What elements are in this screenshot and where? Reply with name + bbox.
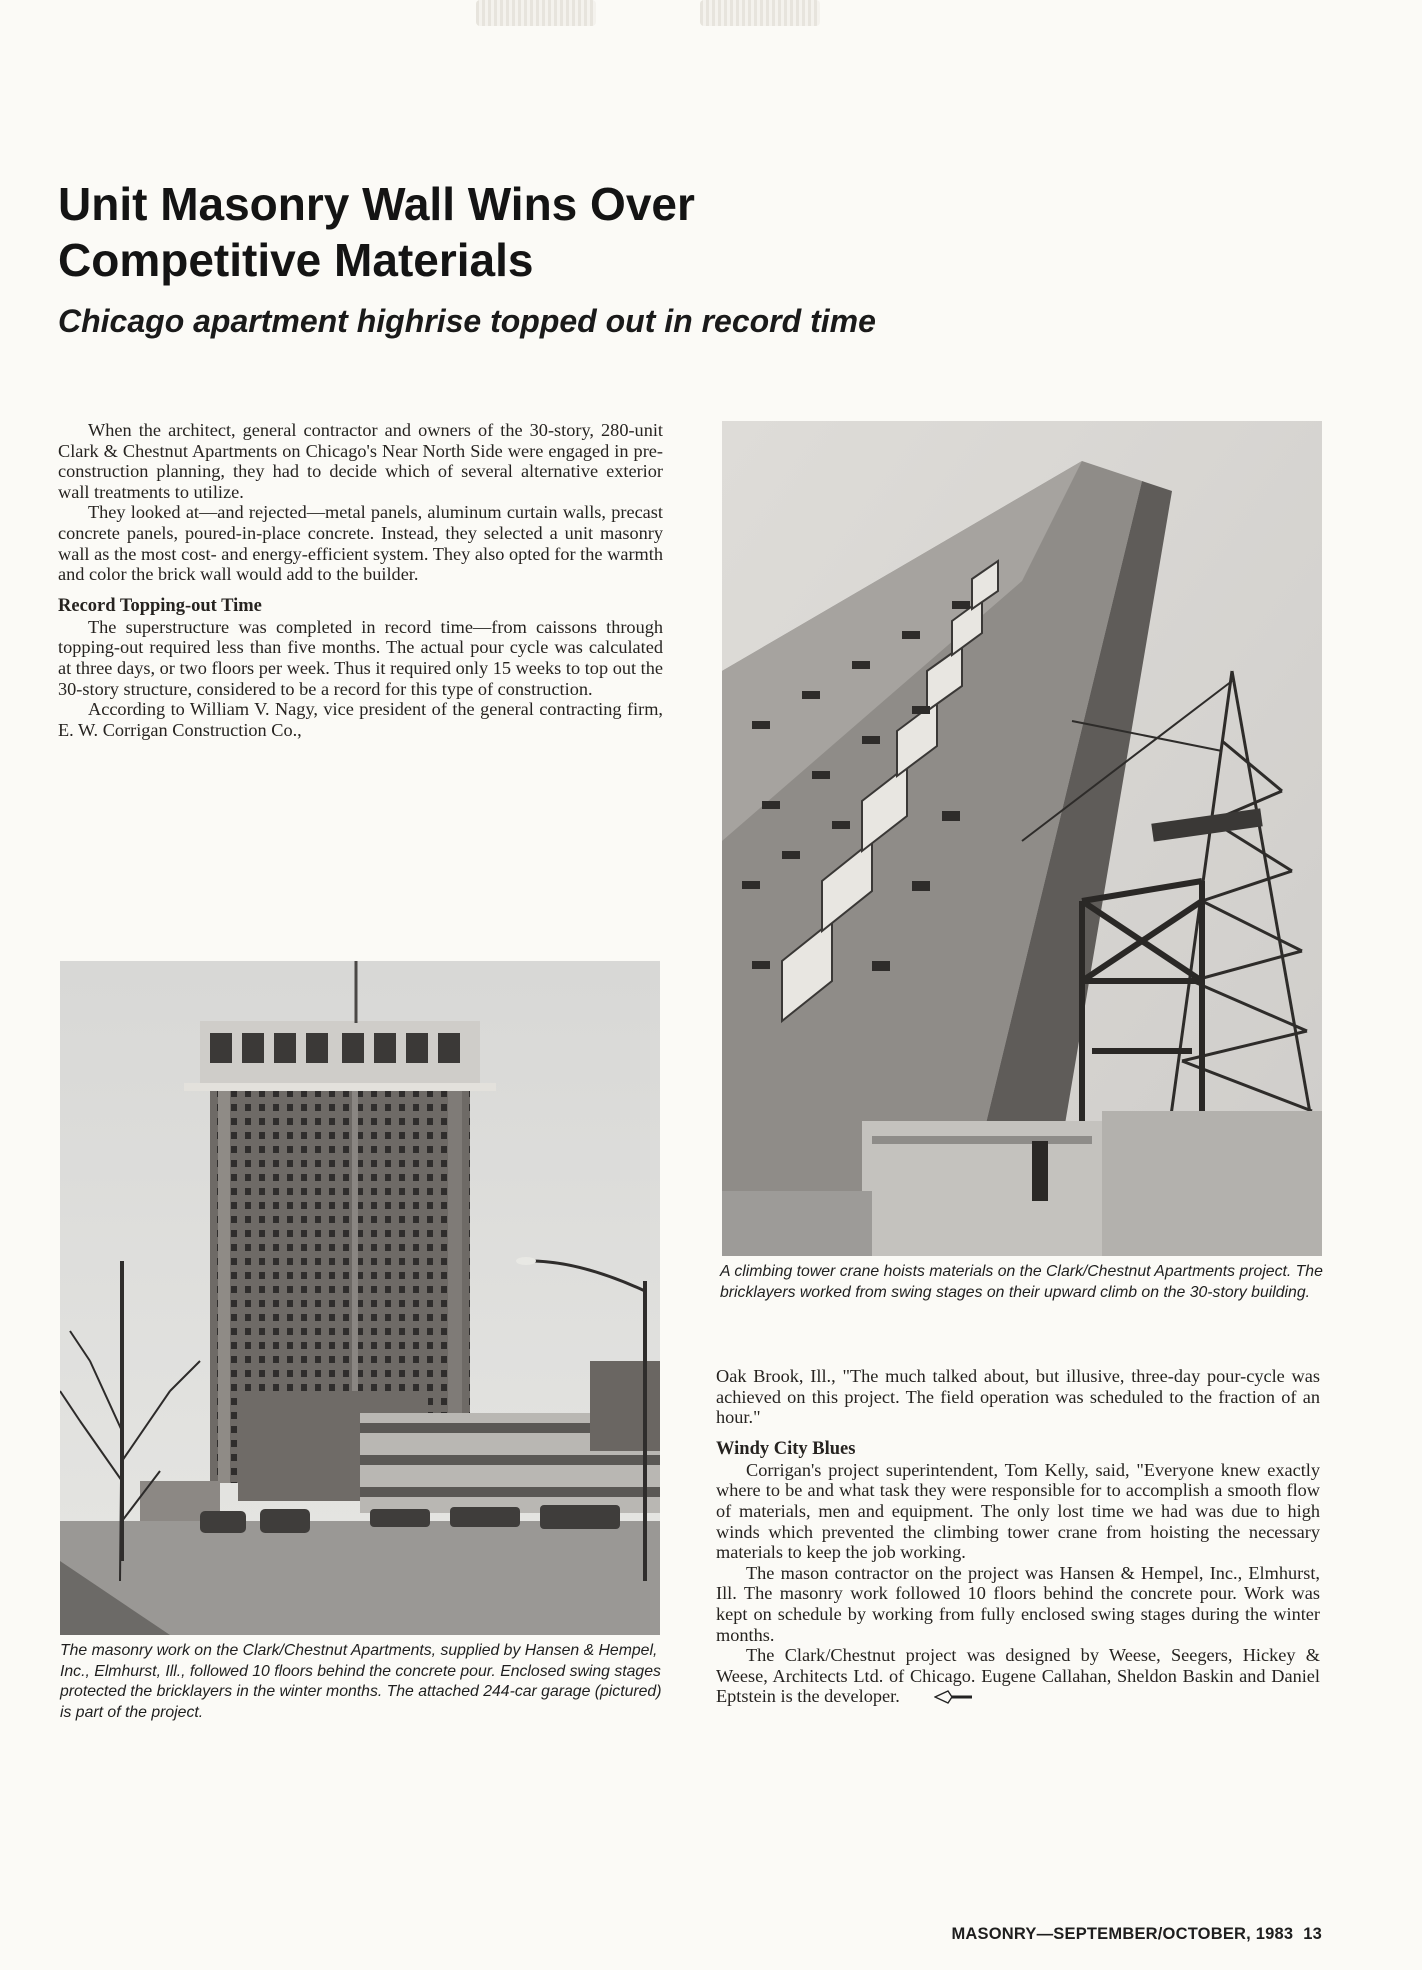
building-street-photo [60,961,660,1635]
print-smudge [700,0,820,26]
section-heading: Windy City Blues [716,1438,856,1459]
paragraph: According to William V. Nagy, vice president of the general contracting firm, E. W. Corrigan Construction Co., [58,699,663,740]
magazine-issue: MASONRY—SEPTEMBER/OCTOBER, 1983 [951,1925,1294,1943]
page-footer [862,1925,1322,1944]
paragraph-text: The Clark/Chestnut project was designed by Weese, Seegers, Hickey & Weese, Architects Ltd. of Chicago. Eugene Callahan, Sheldon Baskin and Daniel Eptstein is the developer. [716,1645,1320,1707]
trowel-icon [904,1688,974,1709]
paragraph: Oak Brook, Ill., "The much talked about, but illusive, three-day pour-cycle was achieved on this project. The field operation was scheduled to the fraction of an hour." [716,1366,1320,1428]
left-column-text [58,420,663,740]
paragraph-final [716,1645,1320,1708]
headline-line-2: Competitive Materials [58,234,534,286]
right-column-text [716,1366,1320,1708]
headline-line-1: Unit Masonry Wall Wins Over [58,178,695,230]
page-number: 13 [1303,1925,1322,1943]
paragraph: When the architect, general contractor and owners of the 30-story, 280-unit Clark & Chestnut Apartments on Chicago's Near North Side were engaged in pre-construction planning, they had to decide which of several alternative exterior wall treatments to utilize. [58,420,663,502]
article-deck: Chicago apartment highrise topped out in record time [58,303,876,339]
photo-caption-right: A climbing tower crane hoists materials on the Clark/Chestnut Apartments project. The bricklayers worked from swing stages on their upward climb on the 30-story building. [720,1263,1323,1301]
article-headline [58,176,958,288]
paragraph: The superstructure was completed in record time—from caissons through topping-out required less than five months. The actual pour cycle was calculated at three days, or two floors per week. Thus it required only 15 weeks to top out the 30-story structure, considered to be a record for this type of construction. [58,616,663,699]
paragraph: Corrigan's project superintendent, Tom Kelly, said, "Everyone knew exactly where to be and what task they were responsible for to accomplish a smooth flow of materials, men and equipment. The only lost time we had was due to high winds which prevented the climbing tower crane from hoisting the necessary materials to keep the job working. [716,1459,1320,1563]
print-smudge [476,0,596,26]
photo-caption-left: The masonry work on the Clark/Chestnut Apartments, supplied by Hansen & Hempel, Inc., Elmhurst, Ill., followed 10 floors behind the concrete pour. Enclosed swing stages protected the bricklayers in the winter months. The attached 244-car garage (pictured) is part of the project. [60,1642,662,1721]
paragraph: They looked at—and rejected—metal panels, aluminum curtain walls, precast concrete panels, poured-in-place concrete. Instead, they selected a unit masonry wall as the most cost- and energy-efficient system. They also opted for the warmth and color the brick wall would add to the builder. [58,502,663,585]
paragraph: The mason contractor on the project was Hansen & Hempel, Inc., Elmhurst, Ill. The masonry work followed 10 floors behind the concrete pour. Work was kept on schedule by working from fully enclosed swing stages during the winter months. [716,1562,1320,1645]
tower-crane-photo [722,421,1322,1256]
section-heading: Record Topping-out Time [58,595,262,616]
